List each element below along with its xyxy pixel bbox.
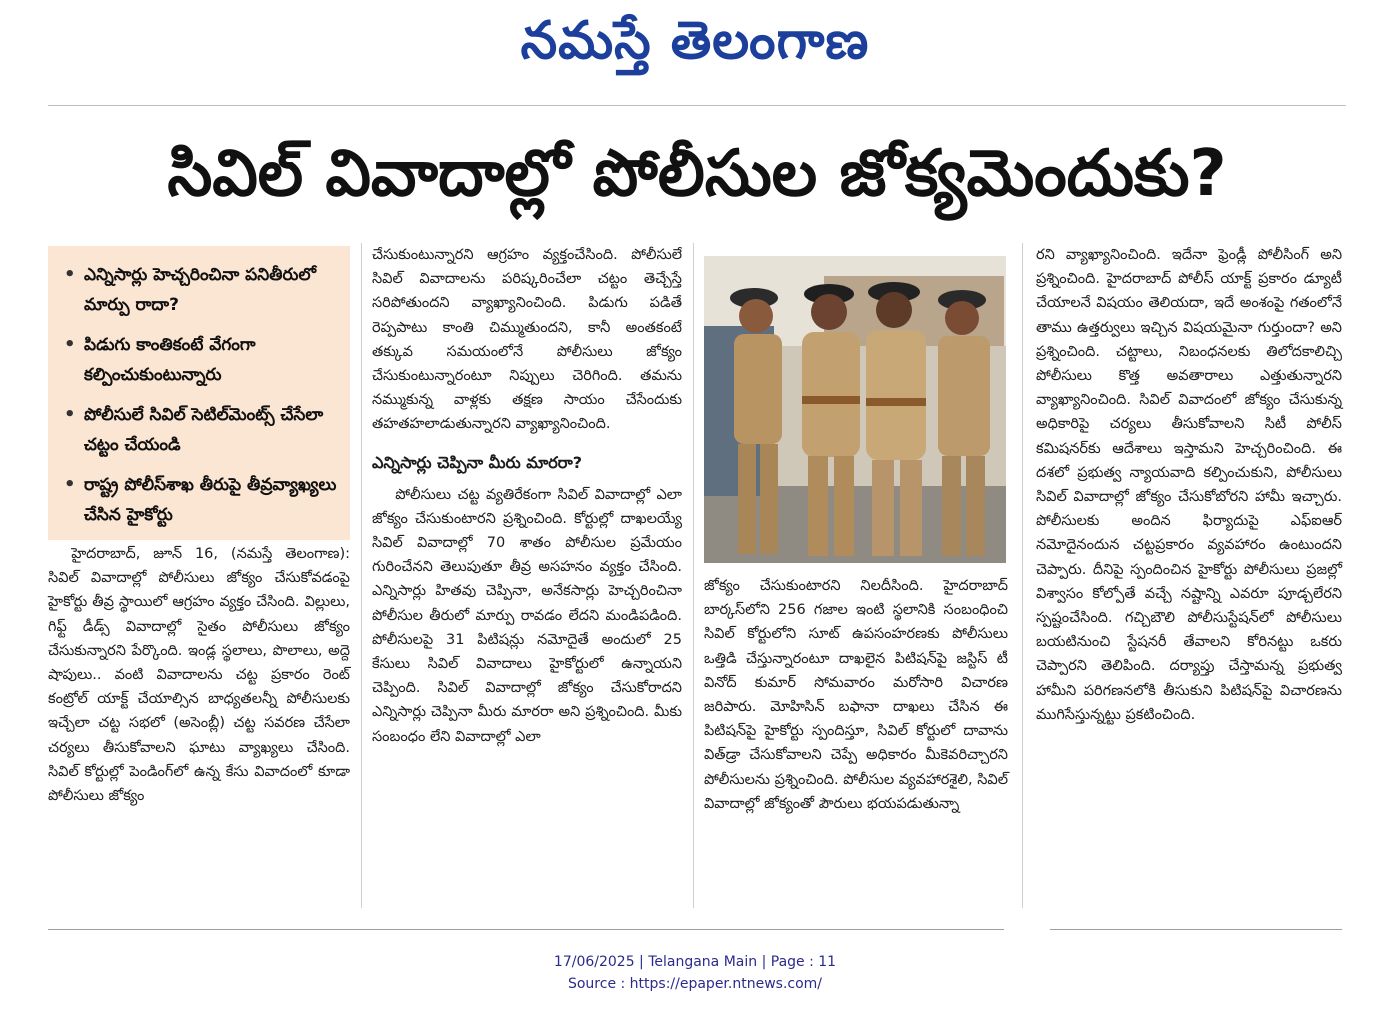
bullet-icon: • (64, 404, 76, 425)
header-divider (48, 105, 1346, 106)
article-paragraph: హైదరాబాద్, జూన్ 16, (నమస్తే తెలంగాణ): సివిల్ వివాదాల్లో పోలీసులు జోక్యం చేసుకోవడంపై హైకోర్టు తీవ్ర స్థాయిలో ఆగ్రహం వ్యక్తం చేసింది. విల్లులు, గిఫ్ట్ డీడ్స్ వివాదాల్లో సైతం పోలీసులు జోక్యం చేసుకున్నారని పేర్కొంది. ఇండ్ల స్థలాలు, పొలాలు, అద్దె షాపులు.. వంటి వివాదాలను చట్ట ప్రకారం రెంట్ కంట్రోల్ యాక్ట్ చేయాల్సిన బాధ్యతలన్నీ పోలీసులకు ఇచ్చేలా చట్ట సభలో (అసెంబ్లీ) చట్ట సవరణ చేసేలా చర్యలు తీసుకోవాలని ఘాటు వ్యాఖ్యలు చేసింది. సివిల్ కోర్టుల్లో పెండింగ్‌లో ఉన్న కేసు వివాదంలో కూడా పోలీసులు జోక్యం (48, 546, 350, 805)
newspaper-masthead (0, 6, 1390, 76)
highlight-text: పిడుగు కాంతికంటే వేగంగా కల్పించుకుంటున్నారు (84, 335, 256, 385)
highlight-text: రాష్ట్ర పోలీస్‌శాఖ తీరుపై తీవ్రవ్యాఖ్యలు చేసిన హైకోర్టు (84, 475, 337, 525)
police-officers-photo (704, 256, 1006, 563)
highlight-item (62, 260, 340, 320)
column-divider (361, 243, 362, 908)
article-column-3 (704, 574, 1008, 816)
article-column-4 (1036, 243, 1342, 727)
article-paragraph: రని వ్యాఖ్యానించింది. ఇదేనా ఫ్రెండ్లీ పోలీసింగ్ అని ప్రశ్నించింది. హైదరాబాద్ పోలీస్ యాక్ట్ ప్రకారం డ్యూటీ చేయాలనే విషయం తెలియదా, ఇదే అంశంపై గతంలోనే తాము ఉత్తర్వులు ఇచ్చిన విషయమైనా గుర్తుందా? అని ప్రశ్నించింది. చట్టాలు, నిబంధనలకు తిలోదకాలిచ్చి పోలీసులు కొత్త అవతారాలు ఎత్తుతున్నారని వ్యాఖ్యానించింది. సివిల్ వివాదంలో జోక్యం చేసుకున్న అధికారిపై చర్యలు తీసుకోవాలని సిటీ పోలీస్ కమిషనర్‌కు ఆదేశాలు ఇస్తామని హెచ్చరించింది. ఈ దశలో ప్రభుత్వ న్యాయవాది కల్పించుకుని, పోలీసులు సివిల్ వివాదాల్లో జోక్యం చేసుకోబోరని హామీ ఇచ్చారు. పోలీసులకు అందిన ఫిర్యాదుపై ఎఫ్ఐఆర్ నమోదైనందున చట్టప్రకారం వ్యవహారం ఉంటుందని చెప్పారు. దీనిపై స్పందించిన హైకోర్టు పోలీసులు ప్రజల్లో విశ్వాసం కోల్పోతే వచ్చే నష్టాన్ని ఎవరూ పూడ్చలేరని స్పష్టంచేసింది. గచ్చిబౌలి పోలీసుస్టేషన్‌లో పోలీసులు బయటినుంచి స్టేషనరీ తేవాలని కోరినట్టు ఒకరు చెప్పారని తెలిపింది. దర్యాప్తు చేస్తామన్న ప్రభుత్వ హామీని పరిగణనలోకి తీసుకుని పిటిషన్‌పై విచారణను ముగిసేస్తున్నట్టు ప్రకటించింది. (1036, 247, 1342, 723)
article-paragraph: పోలీసులు చట్ట వ్యతిరేకంగా సివిల్ వివాదాల్లో ఎలా జోక్యం చేసుకుంటారని ప్రశ్నించింది. కోర్టుల్లో దాఖలయ్యే సివిల్ వివాదాల్లో 70 శాతం పోలీసుల ప్రమేయం గురించేనని తెలుపుతూ తీవ్ర అసహనం వ్యక్తం చేసింది. ఎన్నిసార్లు హితవు చెప్పినా, అనేకసార్లు హెచ్చరించినా పోలీసుల తీరులో మార్పు రావడం లేదని మండిపడింది. పోలీసులపై 31 పిటిషన్లు నమోదైతే అందులో 25 కేసులు సివిల్ వివాదాలు హైకోర్టులో ఉన్నాయని చెప్పింది. సివిల్ వివాదాల్లో జోక్యం చేసుకోరాదని ఎన్నిసార్లు చెప్పినా మీరు మారరా అని ప్రశ్నించింది. మీకు సంబంధం లేని వివాదాల్లో ఎలా (372, 486, 682, 745)
highlight-item (62, 330, 340, 390)
column-divider (693, 243, 694, 908)
highlights-box (48, 246, 350, 540)
article-bottom-rule (48, 929, 1004, 930)
highlight-text: పోలీసులే సివిల్ సెటిల్‌మెంట్స్ చేసేలా చట్టం చేయండి (84, 405, 324, 455)
article-subheading: ఎన్నిసార్లు చెప్పినా మీరు మారరా? (372, 452, 583, 472)
bullet-icon: • (64, 474, 76, 495)
article-column-2 (372, 243, 682, 749)
article-paragraph: జోక్యం చేసుకుంటారని నిలదీసింది. హైదరాబాద్ బార్కస్‌లోని 256 గజాల ఇంటి స్థలానికి సంబంధించి సివిల్ కోర్టులోని సూట్ ఉపసంహరణకు పోలీసులు ఒత్తిడి చేస్తున్నారంటూ దాఖలైన పిటిషన్‌పై జస్టిస్ టీ వినోద్ కుమార్ సోమవారం మరోసారి విచారణ జరిపారు. మోహిసిన్ బఫానా దాఖలు చేసిన ఈ పిటిషన్‌పై హైకోర్టు స్పందిస్తూ, సివిల్ కోర్టులో దావాను విత్‌డ్రా చేసుకోవాలని చెప్పే అధికారం మీకెవరిచ్చారని పోలీసులను ప్రశ్నించింది. పోలీసుల వ్యవహారశైలి, సివిల్ వివాదాల్లో జోక్యంతో పౌరులు భయపడుతున్నా (704, 578, 1008, 812)
article-headline: సివిల్ వివాదాల్లో పోలీసుల జోక్యమెందుకు? (167, 137, 1227, 211)
highlight-item (62, 470, 340, 530)
bullet-icon: • (64, 264, 76, 285)
highlight-item (62, 400, 340, 460)
article-paragraph: చేసుకుంటున్నారని ఆగ్రహం వ్యక్తంచేసింది. పోలీసులే సివిల్ వివాదాలను పరిష్కరించేలా చట్టం తెచ్చేస్తే సరిపోతుందని వ్యాఖ్యానించింది. పిడుగు పడితే రెప్పపాటు కాంతి చిమ్ముతుందని, కానీ అంతకంటే తక్కువ సమయంలోనే పోలీసులు జోక్యం చేసుకుంటున్నారంటూ నిప్పులు చెరిగింది. తమను నమ్ముకున్న వాళ్లకు తక్షణ సాయం చేసేందుకు తహతహలాడుతున్నారని వ్యాఖ్యానించింది. (372, 247, 682, 433)
bullet-icon: • (64, 334, 76, 355)
column-divider (1022, 243, 1023, 908)
police-photo-illustration (704, 256, 1006, 563)
footer-page-info: 17/06/2025 | Telangana Main | Page : 11 (553, 954, 837, 970)
highlight-text: ఎన్నిసార్లు హెచ్చరించినా పనితీరులో మార్పు రాదా? (84, 265, 316, 315)
masthead-title: నమస్తే తెలంగాణ (520, 10, 870, 71)
article-bottom-rule (1050, 929, 1342, 930)
article-column-1 (48, 542, 350, 808)
footer-source-link[interactable]: Source : https://epaper.ntnews.com/ (567, 976, 823, 992)
